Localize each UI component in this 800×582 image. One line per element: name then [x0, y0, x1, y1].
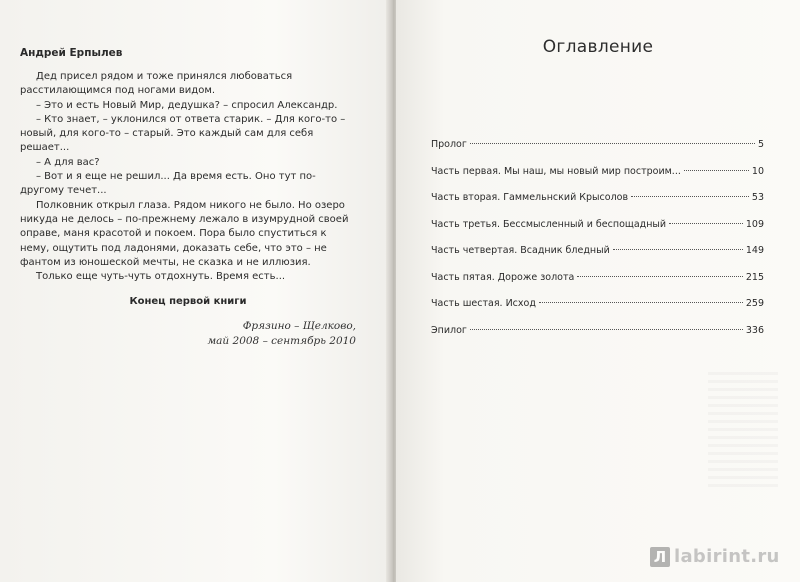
toc-entry-page: 259 — [745, 298, 764, 309]
toc-entry-page: 109 — [745, 218, 764, 230]
toc-leader-dots — [470, 329, 743, 330]
end-of-book-note: Конец первой книги — [129, 296, 247, 308]
toc-leader-dots — [577, 276, 743, 277]
right-page — [396, 0, 800, 582]
toc-entry — [431, 272, 764, 299]
left-page — [0, 0, 392, 582]
toc-leader-dots — [631, 196, 749, 197]
toc-entry-label: Часть пятая. Дороже золота — [431, 271, 575, 283]
toc-leader-dots — [539, 302, 743, 303]
toc-entry-page: 149 — [745, 245, 764, 256]
running-head-author: Андрей Ерпылев — [20, 47, 123, 59]
toc-entry-label: Часть четвертая. Всадник бледный — [431, 245, 610, 256]
toc-entry — [431, 325, 764, 352]
toc-entry-label: Часть третья. Бессмысленный и беспощадный — [431, 218, 667, 230]
toc-entry-page: 5 — [757, 139, 764, 150]
paragraph: – Это и есть Новый Мир, дедушка? – спросил Александр. — [36, 99, 338, 111]
toc-entry-label: Часть шестая. Исход — [431, 298, 536, 309]
watermark-logo-icon: Л — [650, 547, 670, 567]
toc-entry — [431, 139, 764, 166]
toc-entry-page: 53 — [751, 192, 764, 203]
place-date-signature — [20, 319, 356, 349]
toc-entry-label: Часть вторая. Гаммельнский Крысолов — [431, 192, 629, 203]
paragraph: – Вот и я еще не решил... Да время есть. Оно тут по-другому течет... — [20, 171, 316, 197]
toc-leader-dots — [684, 170, 749, 171]
watermark-text: labirint.ru — [674, 546, 780, 567]
paragraph: Только еще чуть-чуть отдохнуть. Время есть... — [36, 271, 286, 283]
paragraph: Дед присел рядом и тоже принялся любоваться расстилающимся под ногами видом. — [20, 71, 293, 97]
paragraph: Полковник открыл глаза. Рядом никого не было. Но озеро никуда не делось – по-прежнему лежало в изумрудной своей оправе, маня красотой и покоем. Пора было спуститься к нему, ощутить под ладонями, доказать себе, что это – не фантом из юношеской мечты, не сказка и не иллюзия. — [20, 199, 349, 268]
toc-title: Оглавление — [542, 37, 654, 57]
toc-leader-dots — [669, 223, 743, 224]
site-watermark — [650, 546, 780, 567]
toc-entry-page: 215 — [745, 271, 764, 283]
paragraph: – Кто знает, – уклонился от ответа старик. – Для кого-то – новый, для кого-то – старый. Это каждый сам для себя решает... — [20, 113, 346, 154]
table-of-contents — [431, 139, 764, 351]
bleed-through-text — [708, 372, 778, 492]
toc-leader-dots — [470, 143, 755, 144]
toc-entry — [431, 166, 764, 193]
toc-entry-label: Часть первая. Мы наш, мы новый мир построим... — [431, 165, 681, 177]
toc-entry-label: Пролог — [431, 139, 467, 150]
signature-places: Фрязино – Щелково, — [242, 320, 356, 333]
toc-entry-page: 336 — [745, 324, 764, 336]
toc-entry-page: 10 — [751, 165, 764, 177]
toc-entry — [431, 219, 764, 246]
paragraph: – А для вас? — [36, 156, 100, 168]
signature-dates: май 2008 – сентябрь 2010 — [207, 335, 356, 348]
toc-entry — [431, 245, 764, 272]
toc-leader-dots — [613, 249, 743, 250]
body-text — [20, 70, 356, 284]
toc-entry — [431, 192, 764, 219]
toc-entry — [431, 298, 764, 325]
toc-entry-label: Эпилог — [431, 324, 467, 336]
